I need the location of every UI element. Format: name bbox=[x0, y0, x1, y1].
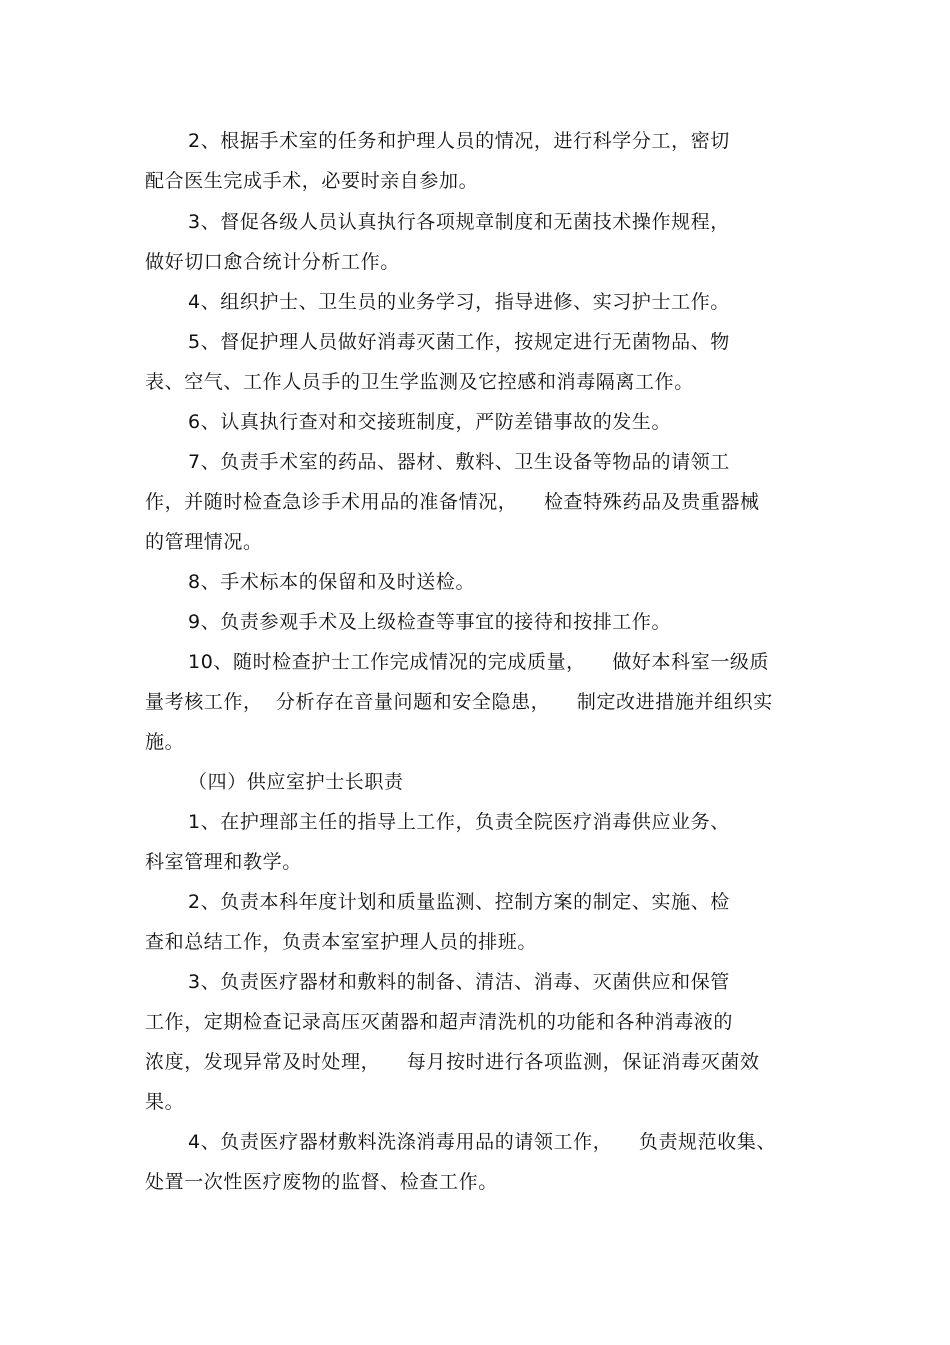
text-line: 量考核工作， 分析存在音量问题和安全隐患， 制定改进措施并组织实 bbox=[145, 691, 773, 713]
text-line: 的管理情况。 bbox=[145, 531, 263, 553]
text-line: 6、认真执行查对和交接班制度，严防差错事故的发生。 bbox=[188, 411, 672, 433]
text-line: 5、督促护理人员做好消毒灭菌工作，按规定进行无菌物品、物 bbox=[188, 331, 730, 353]
text-line: 科室管理和教学。 bbox=[145, 851, 302, 873]
text-line: 果。 bbox=[145, 1091, 185, 1113]
text-line: 查和总结工作，负责本室室护理人员的排班。 bbox=[145, 931, 538, 953]
text-line: 3、督促各级人员认真执行各项规章制度和无菌技术操作规程， bbox=[188, 211, 730, 233]
section-heading: （四）供应室护士长职责 bbox=[188, 771, 404, 793]
text-line: 7、负责手术室的药品、器材、敷料、卫生设备等物品的请领工 bbox=[188, 451, 730, 473]
text-line: 工作，定期检查记录高压灭菌器和超声清洗机的功能和各种消毒液的 bbox=[145, 1011, 734, 1033]
text-line: 9、负责参观手术及上级检查等事宜的接待和按排工作。 bbox=[188, 611, 672, 633]
text-line: 表、空气、工作人员手的卫生学监测及它控感和消毒隔离工作。 bbox=[145, 371, 694, 393]
text-line: 4、组织护士、卫生员的业务学习，指导进修、实习护士工作。 bbox=[188, 291, 730, 313]
text-line: 4、负责医疗器材敷料洗涤消毒用品的请领工作， 负责规范收集、 bbox=[188, 1131, 777, 1153]
text-line: 处置一次性医疗废物的监督、检查工作。 bbox=[145, 1171, 498, 1193]
text-line: 做好切口愈合统计分析工作。 bbox=[145, 251, 400, 273]
text-line: 3、负责医疗器材和敷料的制备、清洁、消毒、灭菌供应和保管 bbox=[188, 971, 730, 993]
text-line: 2、根据手术室的任务和护理人员的情况，进行科学分工，密切 bbox=[188, 130, 730, 152]
text-line: 2、负责本科年度计划和质量监测、控制方案的制定、实施、检 bbox=[188, 891, 730, 913]
text-line: 1、在护理部主任的指导上工作，负责全院医疗消毒供应业务、 bbox=[188, 811, 730, 833]
text-line: 8、手术标本的保留和及时送检。 bbox=[188, 571, 476, 593]
text-line: 作，并随时检查急诊手术用品的准备情况， 检查特殊药品及贵重器械 bbox=[145, 491, 760, 513]
text-line: 配合医生完成手术，必要时亲自参加。 bbox=[145, 170, 479, 192]
text-line: 浓度，发现异常及时处理， 每月按时进行各项监测，保证消毒灭菌效 bbox=[145, 1051, 760, 1073]
text-line: 施。 bbox=[145, 731, 185, 753]
text-line: 10、随时检查护士工作完成情况的完成质量， 做好本科室一级质 bbox=[188, 651, 770, 673]
